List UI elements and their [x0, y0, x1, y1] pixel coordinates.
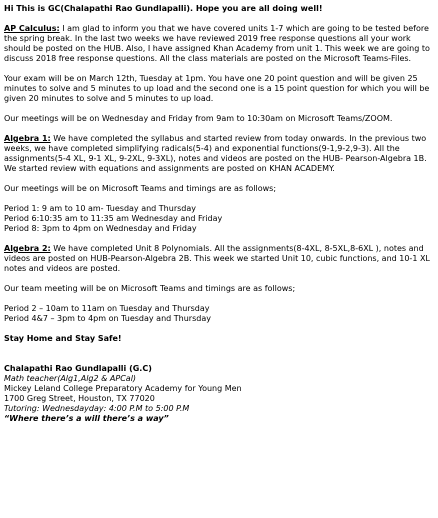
algebra2-period: Period 4&7 – 3pm to 4pm on Tuesday and Thursday: [4, 314, 211, 323]
calculus-paragraph: [4, 24, 434, 64]
signature-tutoring: Tutoring: Wednesdayday: 4:00 P.M to 5:00 P.M: [4, 404, 190, 413]
algebra1-period: Period 8: 3pm to 4pm on Wednesday and Friday: [4, 224, 197, 233]
calculus-label: AP Calculus:: [4, 24, 60, 33]
algebra2-period: Period 2 – 10am to 11am on Tuesday and Thursday: [4, 304, 210, 313]
algebra1-period: Period 1: 9 am to 10 am- Tuesday and Thursday: [4, 204, 196, 213]
greeting: Hi This is GC(Chalapathi Rao Gundlapalli). Hope you are all doing well!: [4, 4, 323, 13]
calculus-meetings: Our meetings will be on Wednesday and Friday from 9am to 10:30am on Microsoft Teams/ZOOM.: [4, 114, 393, 123]
signature-school: Mickey Leland College Preparatory Academy for Young Men: [4, 384, 242, 393]
algebra2-label: Algebra 2:: [4, 244, 51, 253]
signature-title: Math teacher(Alg1,Alg2 & APCal): [4, 374, 137, 383]
algebra1-text: We have completed the syllabus and started review from today onwards. In the previous two weeks, we have completed simplifying radicals(5-4) and exponential functions(9-1,9-2,9-3). All the assignments(5-4 XL, 9-1 XL, 9-2XL, 9-3XL), notes and videos are posted on the HUB- Pearson-Algebra 1B. We started review with equations and assignments are posted on KHAN ACADEMY.: [4, 134, 427, 173]
calculus-text: I am glad to inform you that we have covered units 1-7 which are going to be tested before the spring break. In the last two weeks we have reviewed 2019 free response questions all your work should be posted on the HUB. Also, I have assigned Khan Academy from unit 1. This week we are going to discuss 2018 free response questions. All the class materials are posted on the Microsoft Teams-Files.: [4, 24, 430, 63]
algebra2-text: We have completed Unit 8 Polynomials. All the assignments(8-4XL, 8-5XL,8-6XL ), notes and videos are posted on HUB-Pearson-Algebra 2B. This week we started Unit 10, cubic functions, and 10-1 XL notes and videos are posted.: [4, 244, 430, 273]
algebra2-paragraph: [4, 244, 434, 274]
signature-address: 1700 Greg Street, Houston, TX 77020: [4, 394, 155, 403]
signature-block: [4, 364, 434, 424]
signature-quote: “Where there’s a will there’s a way”: [4, 414, 169, 423]
algebra1-label: Algebra 1:: [4, 134, 51, 143]
calculus-exam: Your exam will be on March 12th, Tuesday at 1pm. You have one 20 point question and will be given 25 minutes to solve and 5 minutes to up load and the second one is a 15 point question for which you will be given 20 minutes to solve and 5 minutes to up load.: [4, 74, 430, 103]
algebra1-period: Period 6:10:35 am to 11:35 am Wednesday and Friday: [4, 214, 223, 223]
algebra2-meetings: Our team meeting will be on Microsoft Teams and timings are as follows;: [4, 284, 296, 293]
algebra1-paragraph: [4, 134, 434, 174]
closing-line: Stay Home and Stay Safe!: [4, 334, 122, 343]
signature-name: Chalapathi Rao Gundlapalli (G.C): [4, 364, 152, 373]
algebra1-meetings: Our meetings will be on Microsoft Teams and timings are as follows;: [4, 184, 277, 193]
